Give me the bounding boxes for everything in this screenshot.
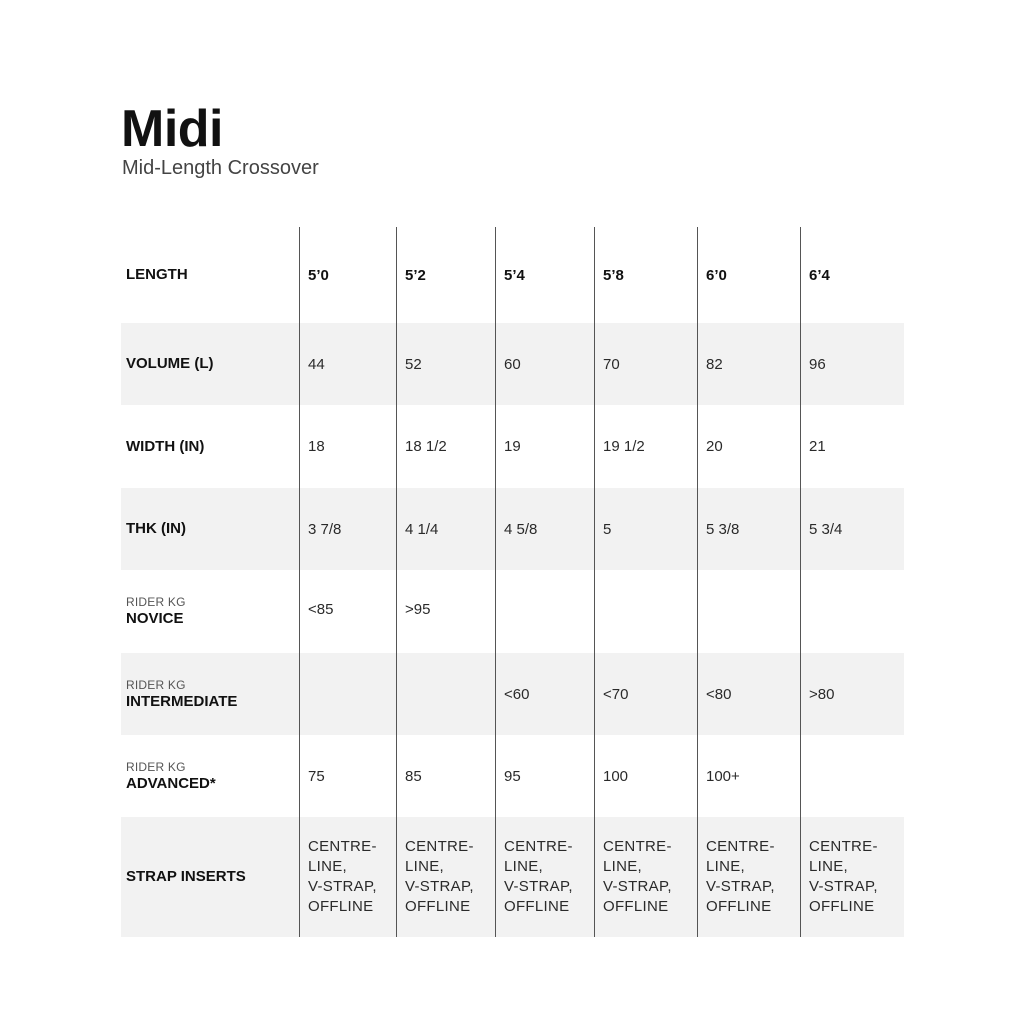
table-cell: <60 xyxy=(504,685,530,703)
row-label-text: WIDTH (IN) xyxy=(126,437,205,455)
table-cell xyxy=(397,653,496,735)
row-label-text: LENGTH xyxy=(126,266,188,283)
table-cell: 5’2 xyxy=(405,266,426,284)
page-subtitle: Mid-Length Crossover xyxy=(122,157,319,179)
row-label xyxy=(121,735,299,817)
row-label-unit: RIDER KG xyxy=(126,595,186,609)
table-cell xyxy=(801,735,904,817)
row-label-unit: RIDER KG xyxy=(126,759,186,774)
table-row-strap-inserts xyxy=(121,817,904,937)
table-cell: 19 xyxy=(504,438,521,455)
row-label-text: NOVICE xyxy=(126,610,184,627)
table-cell: <85 xyxy=(308,601,334,618)
table-row-novice xyxy=(121,570,904,653)
table-cell xyxy=(801,817,904,937)
row-label-text: ADVANCED* xyxy=(126,774,216,792)
table-cell: 95 xyxy=(504,767,521,785)
column-divider xyxy=(396,227,397,937)
row-label xyxy=(121,227,299,323)
table-cell: 82 xyxy=(706,355,723,373)
table-cell: 20 xyxy=(706,438,723,455)
table-cell: 5 xyxy=(603,520,612,538)
table-cell xyxy=(300,817,397,937)
table-cell: 60 xyxy=(504,355,521,373)
table-row-thickness xyxy=(121,488,904,570)
strap-inserts-text: CENTRE- LINE, V-STRAP, OFFLINE xyxy=(504,838,573,915)
row-label-unit: RIDER KG xyxy=(126,677,186,692)
table-cell: 5’0 xyxy=(308,266,329,284)
row-label xyxy=(121,405,299,488)
table-cell: 18 xyxy=(308,438,325,455)
row-label xyxy=(121,488,299,570)
row-label xyxy=(121,570,299,653)
row-label-text: INTERMEDIATE xyxy=(126,692,238,710)
table-cell: 96 xyxy=(809,355,826,373)
table-row-length xyxy=(121,227,904,323)
strap-inserts-text: CENTRE- LINE, V-STRAP, OFFLINE xyxy=(809,838,878,915)
table-cell: 6’0 xyxy=(706,266,727,284)
table-cell: 5 3/8 xyxy=(706,520,740,538)
row-label xyxy=(121,323,299,405)
table-cell: 100 xyxy=(603,767,629,785)
table-cell: 5’4 xyxy=(504,266,525,284)
table-cell xyxy=(698,817,801,937)
table-cell: 5’8 xyxy=(603,266,624,284)
table-cell: 4 5/8 xyxy=(504,520,538,538)
page-title: Midi xyxy=(121,100,223,158)
table-cell xyxy=(801,570,904,653)
row-label-text: STRAP INSERTS xyxy=(126,868,246,885)
table-cell: 100+ xyxy=(706,767,740,785)
table-cell xyxy=(300,653,397,735)
column-divider xyxy=(697,227,698,937)
strap-inserts-text: CENTRE- LINE, V-STRAP, OFFLINE xyxy=(308,838,377,915)
table-cell xyxy=(496,817,595,937)
table-cell xyxy=(397,817,496,937)
table-row-advanced xyxy=(121,735,904,817)
table-cell: 21 xyxy=(809,438,826,455)
table-cell: 5 3/4 xyxy=(809,520,843,538)
table-cell xyxy=(595,570,698,653)
table-cell: 19 1/2 xyxy=(603,438,645,455)
table-cell: 6’4 xyxy=(809,266,830,284)
strap-inserts-text: CENTRE- LINE, V-STRAP, OFFLINE xyxy=(706,838,775,915)
strap-inserts-text: CENTRE- LINE, V-STRAP, OFFLINE xyxy=(603,838,672,915)
table-row-width xyxy=(121,405,904,488)
table-row-intermediate xyxy=(121,653,904,735)
row-label-text: THK (IN) xyxy=(126,520,186,537)
table-cell: 85 xyxy=(405,767,422,785)
table-cell xyxy=(595,817,698,937)
table-cell: 3 7/8 xyxy=(308,520,342,538)
row-label-text: VOLUME (L) xyxy=(126,355,214,372)
spec-table xyxy=(121,227,904,937)
table-cell: 4 1/4 xyxy=(405,520,439,538)
strap-inserts-text: CENTRE- LINE, V-STRAP, OFFLINE xyxy=(405,838,474,915)
column-divider xyxy=(495,227,496,937)
table-cell: >95 xyxy=(405,601,431,618)
table-cell xyxy=(496,570,595,653)
row-label xyxy=(121,817,299,937)
table-cell: 75 xyxy=(308,767,325,785)
column-divider xyxy=(299,227,300,937)
table-cell: 70 xyxy=(603,355,620,373)
row-label xyxy=(121,653,299,735)
table-cell: >80 xyxy=(809,685,835,703)
table-cell: 52 xyxy=(405,355,422,373)
table-cell xyxy=(698,570,801,653)
column-divider xyxy=(594,227,595,937)
table-cell: <70 xyxy=(603,685,629,703)
column-divider xyxy=(800,227,801,937)
table-cell: 44 xyxy=(308,355,325,373)
table-cell: <80 xyxy=(706,685,732,703)
table-cell: 18 1/2 xyxy=(405,438,447,455)
table-row-volume xyxy=(121,323,904,405)
